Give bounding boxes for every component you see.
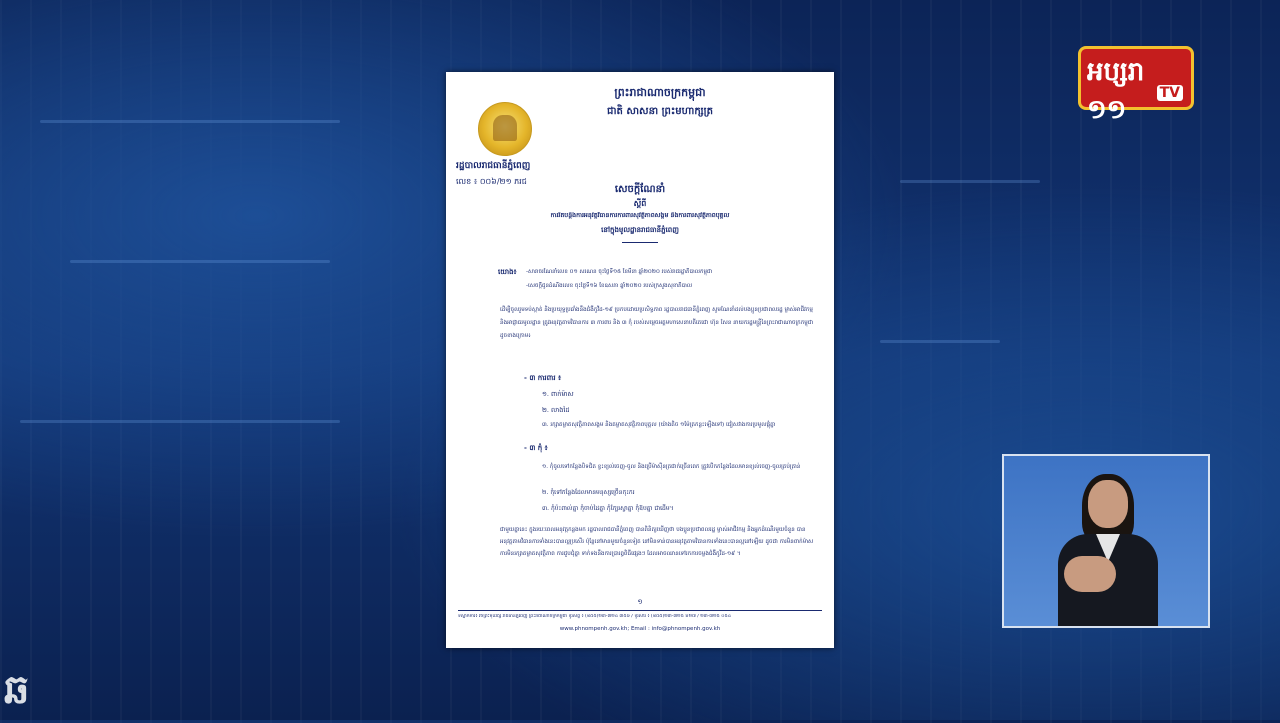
channel-logo-badge: TV — [1157, 85, 1183, 101]
page-number: ១ — [637, 598, 643, 606]
protect-item: ២. លាងដៃ — [542, 406, 570, 414]
references-label: យោង៖ — [498, 268, 517, 276]
reference-item: -សេចក្តីជូនដំណឹងលេខ ចុះថ្ងៃទី១៦ ខែឧសភា ឆ្នាំ២០២០ របស់ក្រសួងសុខាភិបាល — [526, 283, 693, 289]
ornament-divider — [622, 242, 658, 243]
closing-paragraph: ជាមួយគ្នានេះ ក្នុងរយៈពេលអនុវត្តកន្លងមក រដ្ឋបាលរាជធានីភ្នំពេញ បានពិនិត្យឃើញថា បងប្អូនប្រជាពលរដ្ឋ ម្ចាស់អាជីវកម្ម និងអ្នកដំណើរមួយចំនួន បានអនុវត្តតាមវិធានការទាំងនេះបានល្អប្រសើរ ប៉ុន្តែនៅមានមួយចំនួនទៀត នៅមិនទាន់បានអនុវត្តតាមវិធានការទាំងនេះបានល្អនៅឡើយ ដូចជា ការមិនពាក់ម៉ាស ការមិនរក្សាគម្លាតសុវត្ថិភាព ការជួបជុំគ្នា ទាក់ទងនឹងការប្រារព្ធពិធីផ្សេងៗ ដែលអាចឈានទៅរកការចម្លងជំងឺកូវីដ-១៩ ។ — [500, 527, 814, 557]
interpreter-face — [1088, 480, 1128, 528]
background-streak — [40, 120, 340, 123]
footer-address: ទីស្នាក់ការ៖ វិថីព្រះមុនីវង្ស រាជធានីភ្នំពេញ ព្រះរាជាណាចក្រកម្ពុជា ទូរស័ព្ទ ៖ (៨៥៥)២៣-៧២៤ ៣៥៦ / ទូរសារ ៖ (៨៥៥)២៣-៧២៥ ៦២៧ / ២៣-៧២៥ ០៥៤ — [458, 614, 732, 619]
reference-number: លេខ ៖ ០០៦/២១ ភរជ — [456, 177, 527, 186]
sign-language-inset — [1002, 454, 1210, 628]
protect-item: ១. ពាក់ម៉ាស — [542, 390, 574, 398]
protect-item: ៣. រក្សាគម្លាតសុវត្ថិភាពសង្គម និងគម្លាតសុវត្ថិភាពបុគ្គល (យ៉ាងតិច ១ម៉ែត្រកន្លះឡើងទៅ) ជៀសវាងការប្រមូលផ្តុំគ្នា — [542, 422, 776, 428]
interpreter-hands — [1064, 556, 1116, 592]
channel-logo — [1078, 46, 1194, 125]
dont-item: ២. កុំទៅកន្លែងដែលមានមនុស្សច្រើនកុះករ — [542, 489, 635, 496]
background-streak — [70, 260, 330, 263]
document-subject: ការរឹតបន្តឹងការអនុវត្តវិធានការការពារសុវត្ថិភាពសង្គម និងការពារសុវត្ថិភាពបុគ្គល — [550, 212, 730, 219]
corner-watermark: ឆ — [4, 667, 30, 713]
kingdom-header: ព្រះរាជាណាចក្រកម្ពុជា — [614, 86, 706, 99]
section-dont: - ៣ កុំ ៖ — [524, 444, 548, 452]
intro-paragraph: ដើម្បីចូលរួមទប់ស្កាត់ និងប្រយុទ្ធប្រឆាំងនឹងជំងឺកូវីដ-១៩ ប្រកបដោយប្រសិទ្ធភាព រដ្ឋបាលរាជធានីភ្នំពេញ សូមណែនាំដល់បងប្អូនប្រជាពលរដ្ឋ ម្ចាស់អាជីវកម្ម និងអាជ្ញាធរមូលដ្ឋាន ត្រូវអនុវត្តតាមវិធានការ ៣ ការពារ និង ៣ កុំ របស់សម្តេចអគ្គមហាសេនាបតីតេជោ ហ៊ុន សែន នាយករដ្ឋមន្ត្រីនៃព្រះរាជាណាចក្រកម្ពុជា ដូចខាងក្រោម៖ — [500, 307, 814, 339]
national-motto: ជាតិ សាសនា ព្រះមហាក្សត្រ — [607, 106, 713, 117]
section-protect: - ៣ ការពារ ៖ — [524, 374, 562, 382]
channel-logo-text: អប្សរា ១១ — [1087, 57, 1145, 125]
footer-divider — [458, 610, 822, 611]
background-streak — [880, 340, 1000, 343]
document-subject-line2: នៅក្នុងមូលដ្ឋានរាជធានីភ្នំពេញ — [601, 226, 679, 234]
issuer-name: រដ្ឋបាលរាជធានីភ្នំពេញ — [456, 161, 531, 171]
dont-item: ៣. កុំប៉ះពាល់គ្នា កុំចាប់ដៃគ្នា កុំក្បែរស្វាគ្នា កុំឱបគ្នា ជាដើម។ — [542, 505, 674, 512]
footer-contact: www.phnompenh.gov.kh; Email : info@phnompenh.gov.kh — [559, 626, 721, 632]
document-about: ស្តីពី — [633, 199, 647, 208]
background-streak — [900, 180, 1040, 183]
document-type: សេចក្តីណែនាំ — [614, 184, 666, 195]
document-page — [446, 72, 834, 648]
dont-item: ១. កុំចូលទៅកន្លែងបិទជិត ខ្វះខ្យល់ចេញ-ចូល និងប្រើម៉ាស៊ីនត្រជាក់ច្រើនពេក ត្រូវបើកកន្លែងដែលមានខ្យល់ចេញ-ចូលគ្រប់គ្រាន់ — [542, 464, 801, 470]
reference-item: -សារាចរណែនាំលេខ ០១ សរណន ចុះថ្ងៃទី១៥ ខែមីនា ឆ្នាំ២០២០ របស់រាជរដ្ឋាភិបាលកម្ពុជា — [526, 269, 713, 275]
background-streak — [20, 420, 340, 423]
